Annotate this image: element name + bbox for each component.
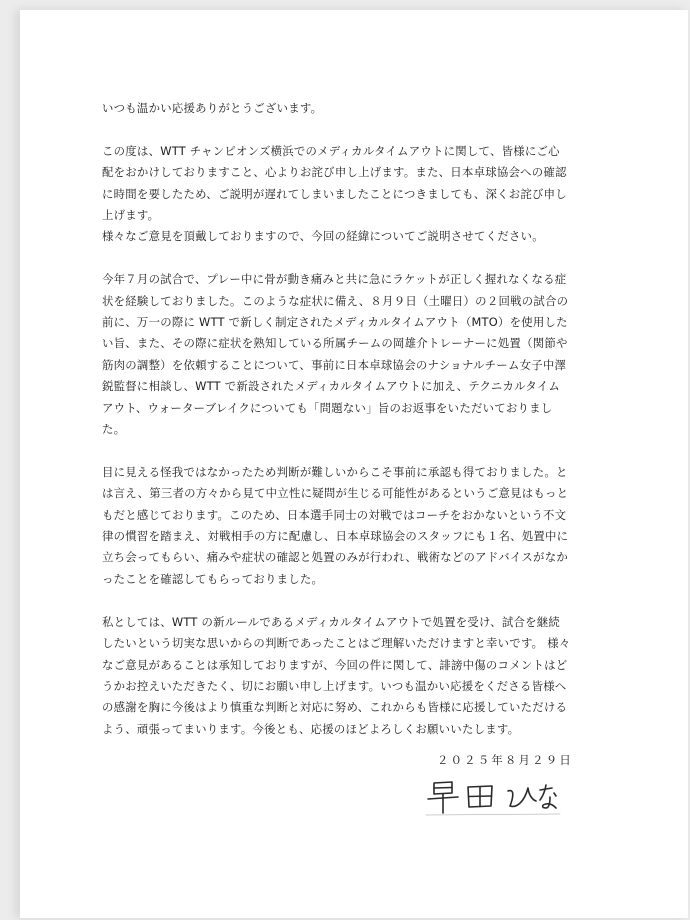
letter-page — [20, 10, 688, 918]
letter-body — [102, 98, 607, 762]
paragraph-closing: 私としては、WTT の新ルールであるメディカルタイムアウトで処置を受け、試合を継続 したいという切実な思いからの判断であったことはご理解いただけますと幸いです。 様々 なご意見があることは承知しておりますが、今回の件に関して、誹謗中傷のコメントはど うかお控えいただきたく、切にお願い申し上げます。いつも温かい応援をくださる皆様へ の感謝を胸に今後はより慎重な判断と対応に努め、これからも皆様に応援していただける よう、頑張ってまいります。今後とも、応援のほどよろしくお願いいたします。 — [102, 614, 571, 736]
paragraph-approval: 目に見える怪我ではなかったため判断が難しいからこそ事前に承認も得ておりました。と は言え、第三者の方々から見て中立性に疑問が生じる可能性があるというご意見はもっと もだと感じております。このため、日本選手同士の対戦ではコーチをおかないという不文 律の慣習を踏まえ、対戦相手の方に配慮し、日本卓球協会のスタッフにも１名、処置中に 立ち会ってもらい、痛みや症状の確認と処置のみが行われ、戦術などのアドバイスがなか ったことを確認してもらっておりました。 — [102, 464, 569, 586]
handwritten-signature — [412, 775, 562, 817]
letter-date: ２０２５年８月２９日 — [437, 753, 573, 767]
paragraph-background: 今年７月の試合で、プレー中に骨が動き痛みと共に急にラケットが正しく握れなくなる症 状を経験しておりました。このような症状に備え、８月９日（土曜日）の２回戦の試合の 前に、万一の際に WTT で新しく制定されたメディカルタイムアウト（MTO）を使用した い旨、また、その際に症状を熟知している所属チームの岡雄介トレーナーに処置（関節や 筋肉の調整）を依頼することについて、事前に日本卓球協会のナショナルチーム女子中澤 鋭監督に相談し、WTT で新設されたメディカルタイムアウトに加え、テクニカルタイム アウト、ウォーターブレイクについても「問題ない」旨のお返事をいただいておりまし た。 — [102, 272, 569, 437]
paragraph-apology: この度は、WTT チャンピオンズ横浜でのメディカルタイムアウトに関して、皆様にご心 配をおかけしておりますこと、心よりお詫び申し上げます。また、日本卓球協会への確認 に時間を要したため、ご説明が遅れてしまいましたことにつきましても、深くお詫び申し 上げます。 様々なご意見を頂戴しておりますので、今回の経緯についてご説明させてください。 — [102, 143, 567, 244]
greeting: いつも温かい応援ありがとうございます。 — [102, 101, 323, 115]
